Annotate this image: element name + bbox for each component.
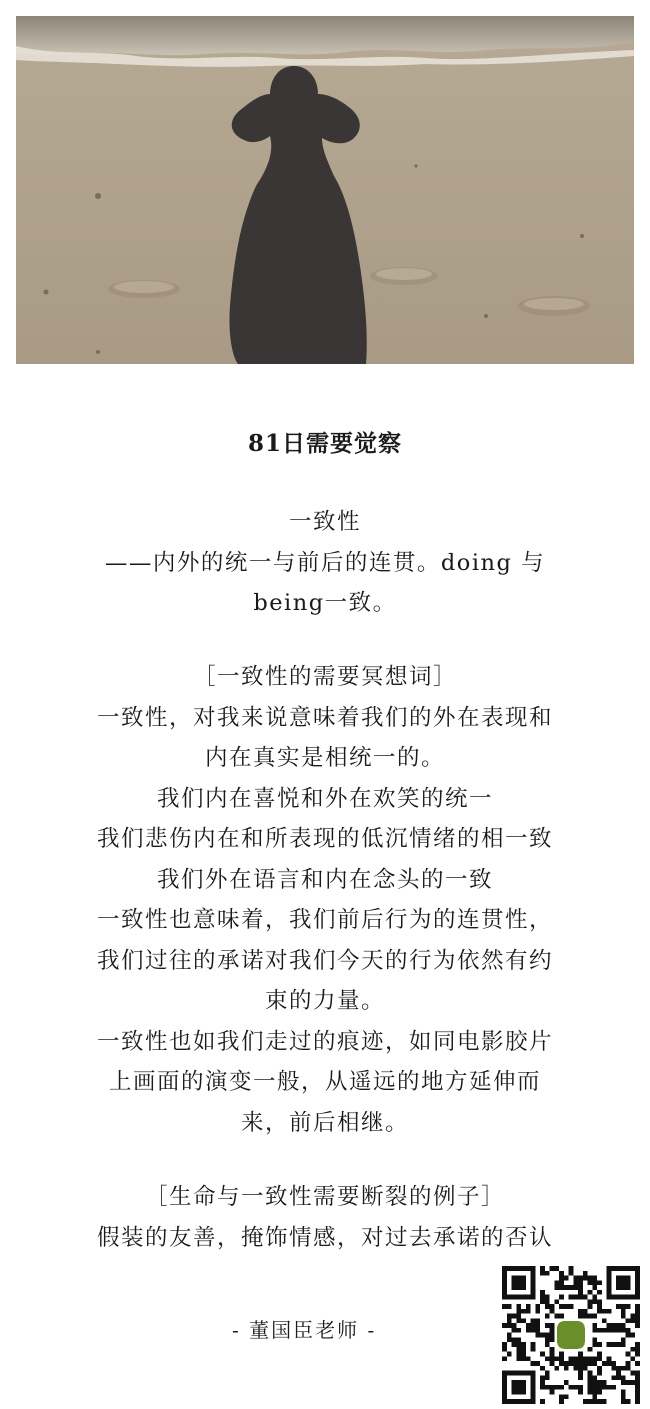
author-signature: - 董国臣老师 - <box>232 1318 377 1342</box>
examples-line: 假装的友善，掩饰情感，对过去承诺的否认 <box>96 1224 553 1251</box>
definition-line: being一致。 <box>253 590 397 616</box>
meditation-block <box>20 657 630 1143</box>
meditation-line: 我们过往的承诺对我们今天的行为依然有约 <box>96 947 553 974</box>
definition-block <box>20 502 630 624</box>
meditation-line: 来，前后相继。 <box>240 1109 409 1136</box>
meditation-line: 我们悲伤内在和所表现的低沉情绪的相一致 <box>96 826 553 852</box>
definition-line: 一致性 <box>288 509 361 535</box>
beach-shadow-photo <box>16 16 634 364</box>
meditation-line: 一致性，对我来说意味着我们的外在表现和 <box>96 704 553 731</box>
examples-block <box>20 1177 630 1258</box>
meditation-line: 内在真实是相统一的。 <box>204 745 445 771</box>
meditation-line: 一致性也如我们走过的痕迹，如同电影胶片 <box>96 1028 553 1055</box>
meditation-line: 上画面的演变一般，从遥远的地方延伸而 <box>108 1069 541 1095</box>
definition-line: ——内外的统一与前后的连贯。doing 与 <box>104 549 546 576</box>
meditation-line: 一致性也意味着，我们前后行为的连贯性， <box>96 907 553 933</box>
meditation-line: 我们外在语言和内在念头的一致 <box>156 866 493 893</box>
meditation-line: 束的力量。 <box>264 988 385 1014</box>
page-title: 81日需要觉察 <box>247 430 402 457</box>
meditation-heading: ［一致性的需要冥想词］ <box>192 664 457 690</box>
meditation-line: 我们内在喜悦和外在欢笑的统一 <box>156 785 493 812</box>
examples-heading: ［生命与一致性需要断裂的例子］ <box>144 1184 505 1210</box>
qr-code <box>502 1266 640 1404</box>
